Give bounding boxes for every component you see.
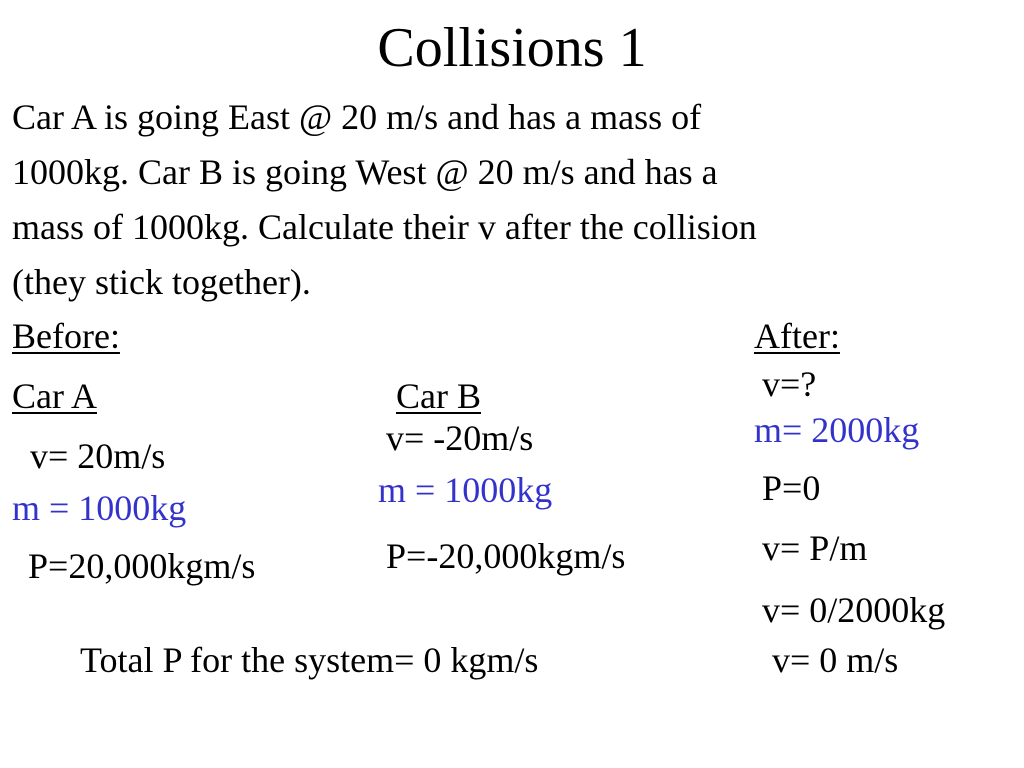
problem-line: mass of 1000kg. Calculate their v after the collision — [12, 207, 757, 247]
problem-statement — [12, 90, 1012, 310]
after-momentum: P=0 — [762, 468, 821, 508]
after-velocity-unknown: v=? — [762, 364, 817, 404]
problem-line: Car A is going East @ 20 m/s and has a mass of — [12, 97, 702, 137]
after-mass: m= 2000kg — [754, 410, 920, 450]
car-b-velocity: v= -20m/s — [386, 418, 534, 458]
car-a-momentum: P=20,000kgm/s — [28, 546, 256, 586]
car-b-label: Car B — [396, 376, 481, 416]
after-result: v= 0 m/s — [772, 640, 899, 680]
problem-line: 1000kg. Car B is going West @ 20 m/s and has a — [12, 152, 718, 192]
total-momentum: Total P for the system= 0 kgm/s — [80, 640, 539, 680]
slide-title: Collisions 1 — [377, 17, 647, 79]
car-a-label: Car A — [12, 376, 97, 416]
car-a-mass: m = 1000kg — [12, 488, 187, 528]
after-substitution: v= 0/2000kg — [762, 590, 946, 630]
car-b-mass: m = 1000kg — [378, 470, 553, 510]
car-b-momentum: P=-20,000kgm/s — [386, 536, 626, 576]
after-heading: After: — [754, 316, 840, 356]
problem-line: (they stick together). — [12, 262, 311, 302]
car-a-velocity: v= 20m/s — [30, 436, 166, 476]
after-formula: v= P/m — [762, 528, 868, 568]
before-heading: Before: — [12, 316, 120, 356]
